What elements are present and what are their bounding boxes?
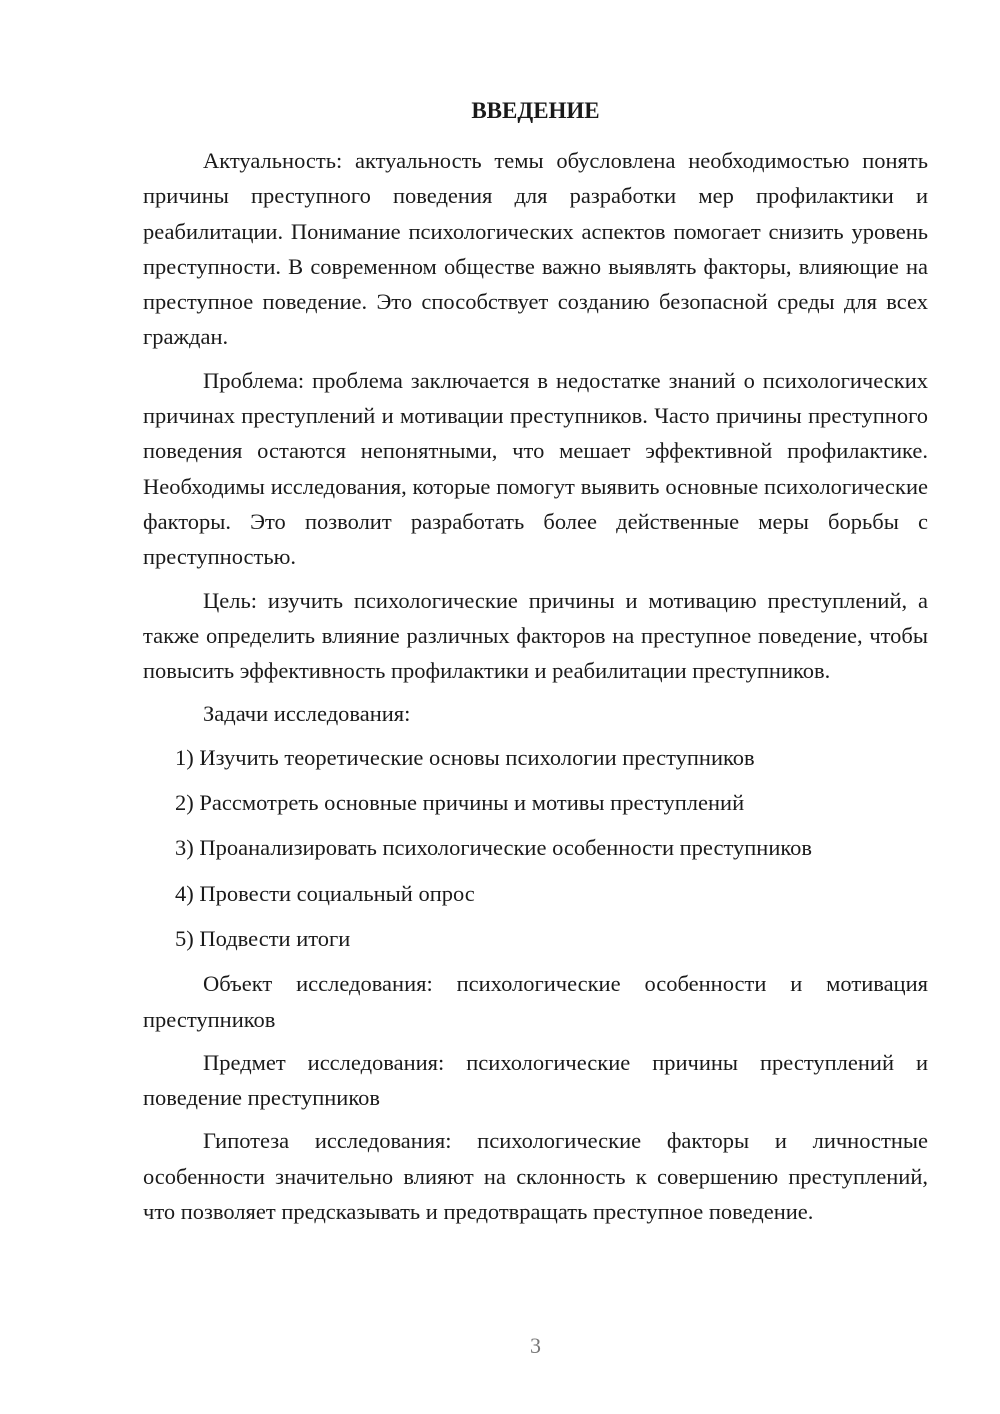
- page-title: ВВЕДЕНИЕ: [471, 98, 600, 123]
- tasks-heading: Задачи исследования:: [203, 701, 411, 727]
- paragraph-problem: Проблема: проблема заключается в недостатке знаний о психологических причинах преступлений и мотивации преступников. Часто причины преступного поведения остаются непонятными, что мешает эффективной профилактике. Необходимы исследования, которые помогут выявить основные психологические факторы. Это позволит разработать более действенные меры борьбы с преступностью.: [143, 367, 928, 570]
- document-body: [143, 143, 928, 1237]
- page-number: 3: [530, 1333, 541, 1358]
- task-item-4: 4) Провести социальный опрос: [175, 880, 475, 906]
- paragraph-hypothesis: Гипотеза исследования: психологические факторы и личностные особенности значительно влияют на склонность к совершению преступлений, что позволяет предсказывать и предотвращать преступное поведение.: [143, 1128, 928, 1225]
- task-item-5: 5) Подвести итоги: [175, 925, 351, 951]
- paragraph-relevance: Актуальность: актуальность темы обусловлена необходимостью понять причины преступного поведения для разработки мер профилактики и реабилитации. Понимание психологических аспектов помогает снизить уровень преступности. В современном обществе важно выявлять факторы, влияющие на преступное поведение. Это способствует созданию безопасной среды для всех граждан.: [143, 148, 928, 350]
- paragraph-subject: Предмет исследования: психологические причины преступлений и поведение преступников: [143, 1049, 928, 1111]
- paragraph-goal: Цель: изучить психологические причины и мотивацию преступлений, а также определить влияние различных факторов на преступное поведение, чтобы повысить эффективность профилактики и реабилитации преступников.: [143, 587, 928, 684]
- task-item-1: 1) Изучить теоретические основы психологии преступников: [175, 744, 755, 770]
- paragraph-object: Объект исследования: психологические особенности и мотивация преступников: [143, 971, 928, 1032]
- document-page: [143, 0, 928, 1414]
- task-item-3: 3) Проанализировать психологические особенности преступников: [175, 835, 813, 861]
- task-item-2: 2) Рассмотреть основные причины и мотивы преступлений: [175, 790, 745, 816]
